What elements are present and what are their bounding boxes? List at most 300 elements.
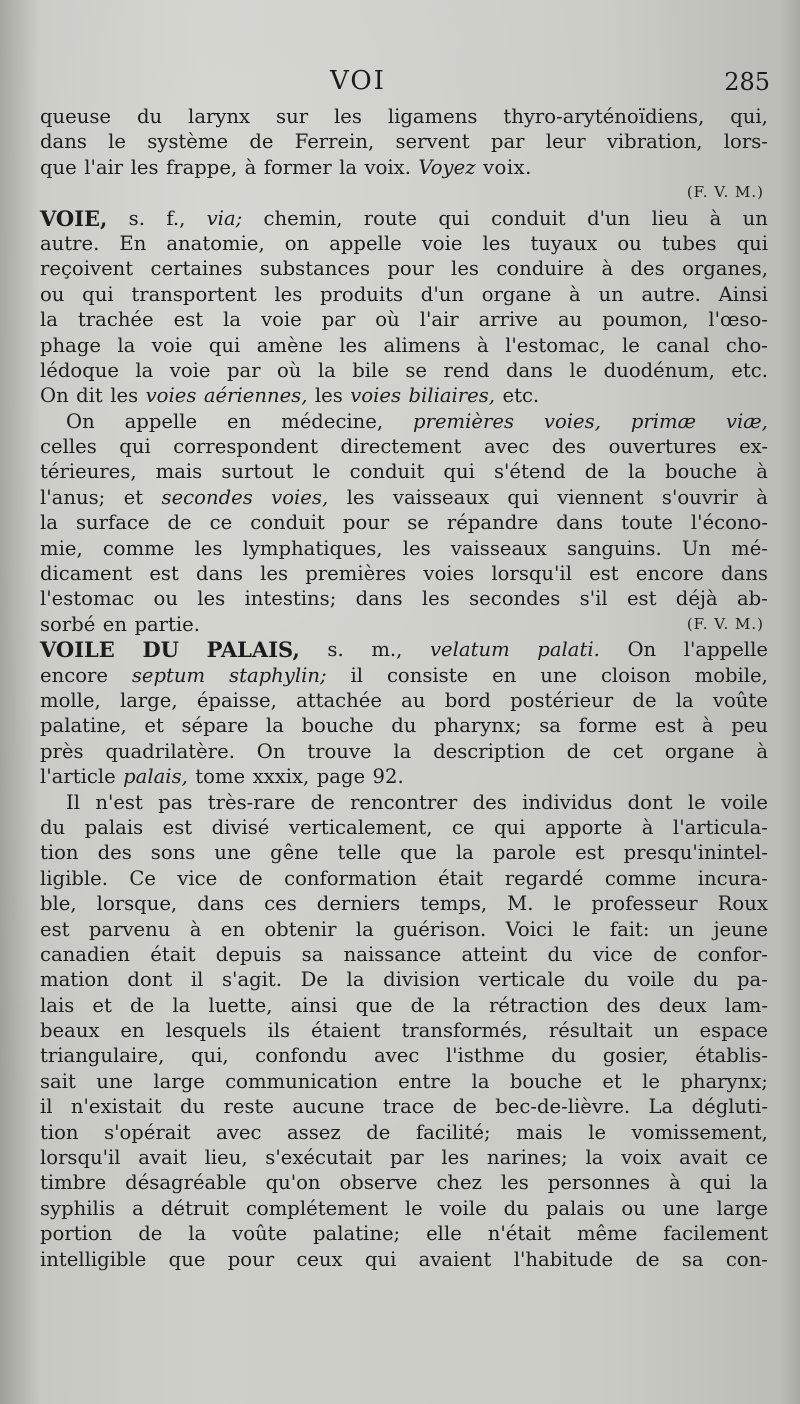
word: mation [40, 968, 109, 992]
text-line [40, 917, 768, 942]
word: organe [664, 739, 735, 763]
word: ce [451, 815, 475, 839]
word: division [383, 968, 460, 992]
word: reste [223, 1095, 275, 1119]
text-line [40, 561, 768, 586]
word: en [120, 1019, 145, 1043]
word: l'articula- [672, 815, 768, 839]
word: voies [350, 384, 402, 408]
word: qui [119, 435, 151, 459]
word: l'œso- [708, 308, 768, 332]
text-line [40, 485, 768, 510]
word: voie [421, 231, 463, 255]
word: via; [206, 206, 243, 230]
paragraph [40, 104, 768, 206]
word: palatine; [313, 1222, 401, 1246]
word: verticale [478, 968, 566, 992]
word: au [557, 308, 583, 332]
word: dégluti- [691, 1095, 768, 1119]
word: trouve [307, 739, 372, 763]
word: autre. [40, 231, 100, 255]
word: jeune [713, 917, 768, 941]
word: alimens [383, 333, 461, 357]
word: des [472, 790, 507, 814]
word: leur [545, 130, 586, 154]
word: frappe, [165, 155, 238, 179]
word: lymphatiques, [242, 536, 383, 560]
word: De [300, 968, 328, 992]
word: qui [438, 206, 470, 230]
text-line [40, 1170, 768, 1195]
word: à [756, 739, 768, 763]
word: se [405, 358, 428, 382]
word: du [40, 815, 66, 839]
word: à [569, 282, 581, 306]
word: rencontrer [350, 790, 458, 814]
word: surface [75, 511, 150, 535]
word: On [627, 638, 657, 662]
word: sorbé [40, 612, 96, 636]
word: encore [40, 663, 108, 687]
word: à [709, 206, 722, 230]
word: sait [40, 1069, 76, 1093]
word: telle [337, 841, 382, 865]
word: syphilis [40, 1196, 116, 1220]
word: a [132, 1196, 144, 1220]
word: encore [635, 562, 704, 586]
word: lorsque, [96, 892, 178, 916]
word: le [642, 1069, 660, 1093]
word: sanguins. [567, 536, 662, 560]
word: larynx [188, 105, 251, 128]
word: ainsi [290, 993, 338, 1017]
word: à [477, 333, 489, 357]
word: voies [423, 562, 475, 586]
word: des [606, 993, 641, 1017]
word: page [316, 765, 366, 789]
word: les [194, 536, 223, 560]
word: palais [84, 815, 144, 839]
text-line [40, 586, 768, 611]
word: lieu [651, 206, 689, 230]
word: à [189, 917, 202, 941]
word: s. [327, 638, 344, 662]
word: à [701, 714, 714, 738]
word: premières [413, 409, 514, 433]
word: un [742, 206, 768, 230]
word: voûte [232, 1222, 288, 1246]
word: velatum [429, 638, 510, 662]
running-head: VOI [330, 66, 386, 96]
word: de [410, 993, 435, 1017]
word: professeur [591, 892, 698, 916]
word: l'air [84, 155, 124, 179]
word: parvenu [88, 917, 171, 941]
word: ou [40, 282, 65, 306]
word: entre [398, 1069, 452, 1093]
word: premières [305, 562, 407, 586]
word: thyro-aryténoïdiens, [503, 105, 705, 128]
word: de [566, 739, 591, 763]
word: voie [169, 358, 211, 382]
word: les [402, 536, 431, 560]
word: par [390, 1146, 424, 1170]
word: secondes [469, 587, 561, 611]
word: les [110, 384, 139, 408]
word: transportent [131, 282, 257, 306]
word: dans [355, 587, 403, 611]
word: voix [621, 1146, 662, 1170]
word: s. [128, 206, 145, 230]
word: des [551, 435, 587, 459]
word: d'un [420, 282, 464, 306]
word: les [339, 333, 368, 357]
word: de [584, 460, 609, 484]
word: avec [483, 435, 530, 459]
text-line [40, 688, 768, 713]
word: communication [225, 1069, 378, 1093]
word: fait: [609, 917, 650, 941]
word: On [256, 739, 286, 763]
text-line [40, 333, 768, 358]
word: mobile, [694, 663, 768, 687]
word: et [144, 714, 164, 738]
word: la [393, 739, 412, 763]
word: observe [339, 1171, 418, 1195]
word: sa [301, 942, 324, 966]
word: amène [256, 333, 323, 357]
word: la [40, 511, 58, 535]
word: cho- [725, 333, 768, 357]
word: quadrilatère. [105, 739, 235, 763]
word: du [179, 1095, 206, 1119]
word: chez [436, 1171, 482, 1195]
word: tuyaux [530, 231, 598, 255]
word: à [756, 460, 768, 484]
word: sépare [181, 714, 249, 738]
word: qui [82, 282, 114, 306]
word: ce [209, 511, 233, 535]
word: térieures, [40, 460, 137, 484]
word: se [407, 511, 429, 535]
word: près [40, 739, 84, 763]
page-header [40, 66, 770, 96]
word: qui, [730, 105, 768, 128]
body-text [40, 104, 768, 1272]
word: à [668, 1171, 681, 1195]
word: il [350, 663, 364, 687]
word: une [96, 1069, 134, 1093]
word: aériennes, [203, 384, 308, 408]
word: phage [40, 333, 101, 357]
word: que [355, 993, 393, 1017]
word: attachée [296, 688, 382, 712]
word: atteint [461, 942, 528, 966]
word: 92. [372, 765, 404, 789]
word: biliaires, [408, 384, 496, 408]
word: est [626, 587, 657, 611]
word: la [749, 1171, 768, 1195]
text-line [40, 1247, 768, 1272]
word: le [553, 892, 572, 916]
word: Ferrein, [294, 130, 375, 154]
word: tion [40, 1120, 79, 1144]
text-line [40, 739, 768, 764]
word: beaux [40, 1019, 100, 1043]
word: dont [627, 790, 673, 814]
word: On [40, 384, 69, 408]
word: dans [40, 130, 87, 154]
word: ou [621, 1196, 646, 1220]
word: l'habitude [513, 1247, 614, 1271]
word: primæ [630, 409, 697, 433]
word: qui [443, 460, 475, 484]
word: est [575, 841, 605, 865]
word: même [576, 1222, 638, 1246]
word: staphylin; [229, 663, 327, 687]
word: les [334, 105, 362, 128]
word: le [108, 130, 127, 154]
word: conduire [496, 257, 585, 281]
word: organes, [682, 257, 768, 281]
word: de [653, 942, 678, 966]
word: pour [227, 1247, 275, 1271]
word: qui [699, 1171, 732, 1195]
word: étaient [311, 1019, 381, 1043]
word: apporte [544, 815, 623, 839]
word: la [223, 308, 242, 332]
word: qui, [190, 1044, 229, 1068]
word: l'estomac, [505, 333, 606, 357]
word: duodénum, [603, 358, 715, 382]
word: comme [604, 866, 677, 890]
word: portion [40, 1222, 113, 1246]
author-signature: (F. V. M.) [686, 183, 764, 202]
word: qui [493, 815, 526, 839]
text-line [40, 764, 768, 789]
word: qui [364, 1247, 397, 1271]
word: la [265, 714, 284, 738]
text-line [40, 155, 768, 180]
word: consiste [386, 663, 469, 687]
word: En [119, 231, 147, 255]
word: avait [138, 1146, 187, 1170]
word: dans [556, 511, 604, 535]
word: de [138, 1222, 163, 1246]
word: du [583, 968, 610, 992]
text-line [40, 383, 768, 408]
word: ce [745, 1146, 768, 1170]
text-line [40, 434, 768, 459]
word: n'existait [70, 1095, 162, 1119]
word: appelle [329, 231, 402, 255]
word: système [147, 130, 229, 154]
word: mé- [731, 536, 768, 560]
word: du [547, 942, 573, 966]
word: tion [40, 841, 79, 865]
entry-headword: DU [142, 637, 179, 663]
text-line [40, 256, 768, 281]
word: ceux [296, 1247, 343, 1271]
word: qu'on [265, 1171, 321, 1195]
word: à [244, 155, 257, 179]
word: de [310, 790, 335, 814]
word: lais [40, 993, 75, 1017]
word: par [490, 130, 525, 154]
word: mais [155, 460, 203, 484]
word: les [482, 231, 511, 255]
word: de [249, 130, 274, 154]
word: qui [208, 333, 241, 357]
text-line [40, 1120, 768, 1145]
word: voûte [712, 688, 768, 712]
word: de [366, 1120, 391, 1144]
word: voies, [543, 409, 601, 433]
word: et [123, 485, 144, 509]
word: est [173, 308, 204, 332]
word: voies, [271, 485, 329, 509]
word: avec [373, 1044, 420, 1068]
text-line [40, 942, 768, 967]
word: presqu'inintel- [623, 841, 768, 865]
text-line [40, 459, 768, 484]
text-line [40, 1196, 768, 1221]
word: large [716, 1196, 768, 1220]
word: du [391, 714, 417, 738]
word: viennent [557, 485, 644, 509]
word: organe [481, 282, 552, 306]
word: ab- [737, 587, 768, 611]
text-line [40, 891, 768, 916]
word: confondu [255, 1044, 348, 1068]
text-line [40, 1018, 768, 1043]
word: l'estomac [40, 587, 135, 611]
word: anatomie, [166, 231, 265, 255]
word: Un [681, 536, 711, 560]
word: et [92, 993, 112, 1017]
word: d'un [587, 206, 631, 230]
word: que [168, 1247, 206, 1271]
word: xxxix, [252, 765, 310, 789]
word: confor- [697, 942, 768, 966]
word: de [635, 1247, 660, 1271]
word: la [585, 1146, 604, 1170]
word: la [317, 358, 336, 382]
word: et [602, 1069, 622, 1093]
word: description [433, 739, 545, 763]
word: ex- [739, 435, 768, 459]
text-line [40, 1069, 768, 1094]
word: la [627, 460, 646, 484]
word: n'était [487, 1222, 552, 1246]
word: de [238, 866, 263, 890]
word: la [471, 1069, 490, 1093]
word: l'anus; [40, 485, 106, 509]
word: lédoque [40, 358, 119, 382]
word: à [756, 485, 768, 509]
word: était [438, 866, 484, 890]
word: l'air [419, 308, 459, 332]
word: déjà [675, 587, 718, 611]
word: le [621, 333, 640, 357]
word: le [569, 358, 588, 382]
text-line [40, 612, 768, 637]
word: les [451, 257, 479, 281]
word: pharynx; [434, 714, 522, 738]
word: du [693, 968, 719, 992]
word: bec-de-lièvre. [495, 1095, 631, 1119]
word: avait [679, 1146, 728, 1170]
word: le [572, 917, 591, 941]
text-line [40, 307, 768, 332]
word: intelligible [40, 1247, 147, 1271]
text-line [40, 866, 768, 891]
word: les [421, 587, 450, 611]
word: dans [506, 358, 553, 382]
word: par [226, 358, 261, 382]
word: naissance [343, 942, 442, 966]
word: celles [40, 435, 97, 459]
author-signature: (F. V. M.) [686, 614, 764, 633]
paragraph [40, 637, 768, 789]
word: avaient [418, 1247, 492, 1271]
text-line [40, 206, 768, 231]
word: vomissement, [631, 1120, 768, 1144]
word: mie, [40, 536, 83, 560]
text-line [40, 663, 768, 688]
word: la [40, 308, 58, 332]
text-line [40, 536, 768, 561]
word: s'exécutait [265, 1146, 373, 1170]
word: dans [196, 562, 243, 586]
paragraph [40, 790, 768, 1272]
word: était [150, 942, 196, 966]
word: parole [492, 841, 557, 865]
word: la [339, 155, 358, 179]
word: pa- [737, 968, 768, 992]
word: palatine, [40, 714, 127, 738]
word: molle, [40, 688, 101, 712]
word: depuis [215, 942, 282, 966]
word: etc. [502, 384, 540, 408]
text-line [40, 993, 768, 1018]
word: répandre [446, 511, 539, 535]
word: voies [145, 384, 197, 408]
word: des [630, 257, 665, 281]
word: de [130, 993, 155, 1017]
word: un [668, 917, 695, 941]
word: regardé [504, 866, 584, 890]
word: est [589, 562, 619, 586]
word: vaisseaux [450, 536, 547, 560]
text-line [40, 790, 768, 815]
word: Voyez [418, 155, 476, 179]
paragraph [40, 409, 768, 638]
word: du [503, 1196, 529, 1220]
word: pharynx; [680, 1069, 768, 1093]
word: l'article [40, 765, 116, 789]
word: la [346, 968, 365, 992]
word: que [400, 841, 437, 865]
word: dit [76, 384, 103, 408]
word: chemin, [263, 206, 343, 230]
word: les [346, 485, 375, 509]
word: ligible. [40, 866, 108, 890]
word: s'il [579, 587, 608, 611]
word: route [363, 206, 418, 230]
word: sons [150, 841, 196, 865]
word: dans [197, 892, 245, 916]
